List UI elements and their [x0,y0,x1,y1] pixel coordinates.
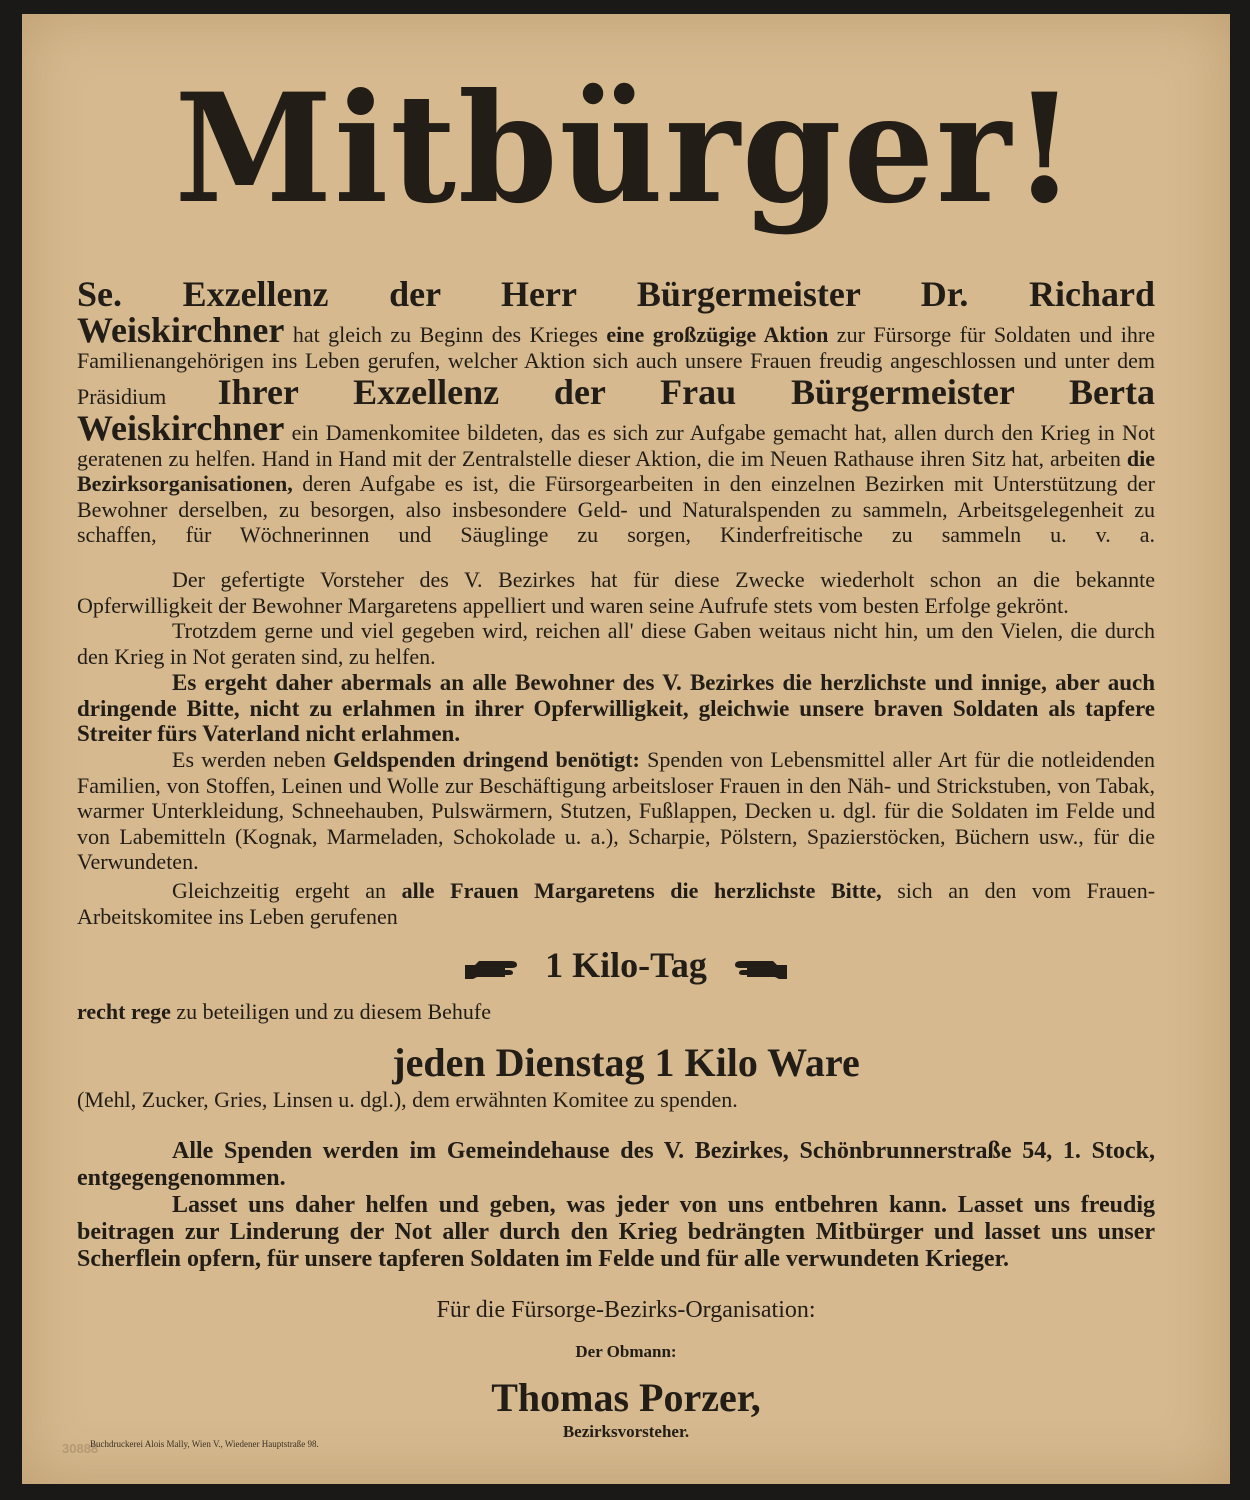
pointing-hand-left-icon [729,948,787,990]
p5-rest: Spenden von Lebensmittel aller Art für die notleidenden Familien, von Stoffen, Leinen und Wolle zur Beschäftigung arbeitsloser Frauen in den Näh- und Strickstuben, von Tabak, warmer Unterkleidung, Schneehauben, Pulswärmern, Stutzen, Fußlappen, Decken u. dgl. für die Soldaten im Felde und von Labemitteln (Kognak, Marmeladen, Schokolade u. a.), Scharpie, Pölstern, Spazierstöcken, Büchern usw., für die Verwundeten. [77,747,1155,874]
paragraph-8: (Mehl, Zucker, Gries, Linsen u. dgl.), dem erwähnten Komitee zu spenden. [77,1087,738,1112]
signature-role: Der Obmann: [575,1342,677,1361]
kilo-tag-line [22,944,1230,990]
mayoress-name: Weiskirchner [77,407,285,448]
archive-stamp: 30888 [62,1441,99,1456]
p5-bold: Geldspenden dringend benötigt: [333,747,640,772]
poster-sheet [22,14,1230,1484]
paragraph-4: Es ergeht daher abermals an alle Bewohner des V. Bezirkes die herzlichste und innige, aber auch dringende Bitte, nicht zu erlahmen in ihrer Opferwilligkeit, gleichwie unsere braven Soldaten als tapfere Streiter fürs Vaterland nicht erlahmen. [77,670,1155,746]
p7-bold: recht rege [77,999,171,1024]
intro-bold-a: eine großzügige Aktion [606,322,829,347]
mayor-name: Weiskirchner [77,310,285,350]
paragraph-3: Trotzdem gerne und viel gegeben wird, reichen all' diese Gaben weitaus nicht hin, um den Vielen, die durch den Krieg in Not geraten sind, zu helfen. [77,618,1155,669]
paragraph-10: Lasset uns daher helfen und geben, was jeder von uns entbehren kann. Lasset uns freudig beitragen zur Linderung der Not aller durch den Krieg bedrängten Mitbürger und lasset uns unser Scherflein opfern, für unsere tapferen Soldaten im Felde und für alle verwundeten Krieger. [77,1192,1155,1272]
intro-text-b: zur Fürsorge für Soldaten und ihre Familienangehörigen ins Leben gerufen, welcher Aktion sich auch unsere Frauen freudig angeschlossen und unter dem Präsidium [77,322,1155,409]
p6-rest: sich an den vom Frauen-Arbeitskomitee ins Leben gerufenen [77,878,1156,929]
paragraph-9: Alle Spenden werden im Gemeindehause des V. Bezirkes, Schönbrunnerstraße 54, 1. Stock, entgegengenommen. [77,1138,1155,1191]
paragraph-7 [77,999,1155,1025]
paragraph-2: Der gefertigte Vorsteher des V. Bezirkes hat für diese Zwecke wiederholt schon an die bekannte Opferwilligkeit der Bewohner Margaretens appelliert und waren seine Aufrufe stets vom besten Erfolge gekrönt. [77,567,1155,618]
p6-lead: Gleichzeitig ergeht an [172,878,402,903]
poster-title: Mitbürger! [174,61,1078,237]
signature-organisation: Für die Fürsorge-Bezirks-Organisation: [436,1297,816,1323]
p6-bold: alle Frauen Margaretens die herzlichste Bitte, [401,878,882,903]
intro-heading: Se. Exzellenz der Herr Bürgermeister Dr. Richard [77,274,1155,314]
intro-text-a: hat gleich zu Beginn des Krieges [284,322,607,347]
signature-name: Thomas Porzer, [491,1375,761,1420]
paragraph-6 [77,878,1155,929]
paragraph-5 [77,747,1155,875]
dienstag-line: jeden Dienstag 1 Kilo Ware [392,1040,860,1085]
p5-lead: Es werden neben [172,747,334,772]
kilo-tag-text: 1 Kilo-Tag [545,945,707,985]
signature-title: Bezirksvorsteher. [562,1422,690,1441]
intro-text-c: ein Damenkomitee bildeten, das es sich zur Aufgabe gemacht hat, allen durch den Krieg in Not geratenen zu helfen. Hand in Hand mit der Zentralstelle dieser Aktion, die im Neuen Rathause ihren Sitz hat, arbeiten [77,419,1155,471]
intro-text-d: deren Aufgabe es ist, die Fürsorgearbeiten in den einzelnen Bezirken mit Unterstützung der Bewohner derselben, zu besorgen, also insbesondere Geld- und Naturalspenden zu sammeln, Arbeitsgelegenheit zu schaffen, für Wöchnerinnen und Säuglinge zu sorgen, Kinderfreitische zu sammeln u. v. a. [77,471,1155,547]
pointing-hand-right-icon [465,948,523,990]
p7-rest: zu beteiligen und zu diesem Behufe [170,999,491,1024]
intro-bold-b: Ihrer Exzellenz der Frau Bürgermeister Berta [217,371,1155,412]
printer-imprint: Buchdruckerei Alois Mally, Wien V., Wiedener Hauptstraße 98. [90,1439,319,1449]
intro-bold-c: die Bezirksorganisationen, [77,445,1155,496]
paragraph-intro [77,276,1155,548]
